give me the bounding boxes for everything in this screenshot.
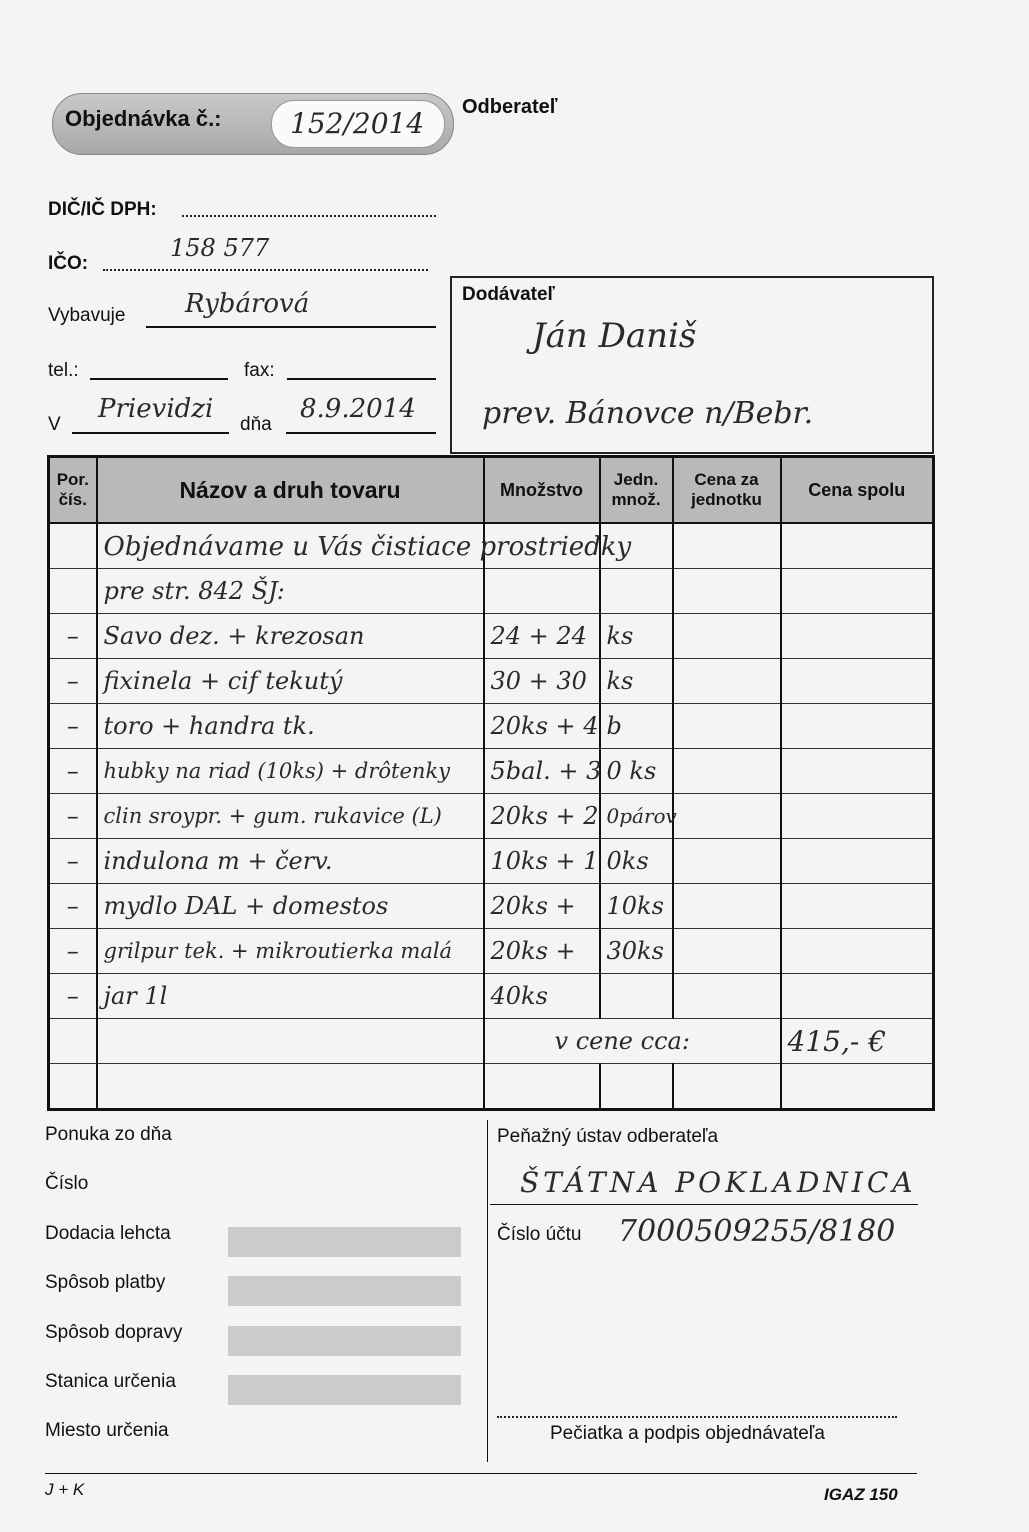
- cell-unit[interactable]: 0 ks: [600, 749, 673, 794]
- supplier-box: [450, 276, 934, 454]
- cell-num[interactable]: –: [49, 974, 97, 1019]
- account-label: Číslo účtu: [497, 1224, 582, 1245]
- cell-unit[interactable]: 10ks: [600, 884, 673, 929]
- payment-method-label: Spôsob platby: [45, 1272, 166, 1293]
- dic-field[interactable]: [182, 197, 436, 217]
- cell-qty[interactable]: 20ks +: [484, 884, 600, 929]
- ico-value: 158 577: [170, 234, 270, 262]
- cell-unit[interactable]: 0ks: [600, 839, 673, 884]
- cell-name[interactable]: clin sroypr. + gum. rukavice (L): [97, 794, 484, 839]
- intro-text-line2[interactable]: pre str. 842 ŠJ:: [97, 569, 484, 614]
- table-row: [49, 884, 934, 929]
- cell-name[interactable]: indulona m + červ.: [97, 839, 484, 884]
- cell-num[interactable]: –: [49, 614, 97, 659]
- transport-method-label: Spôsob dopravy: [45, 1322, 183, 1343]
- header-unit: Jedn. množ.: [600, 457, 673, 524]
- cell-num[interactable]: –: [49, 659, 97, 704]
- goods-table: [47, 455, 935, 1111]
- header-name: Názov a druh tovaru: [97, 457, 484, 524]
- table-row: [49, 929, 934, 974]
- table-row: [49, 614, 934, 659]
- table-row: [49, 1064, 934, 1110]
- destination-station-label: Stanica určenia: [45, 1371, 176, 1392]
- cell-unit[interactable]: ks: [600, 614, 673, 659]
- cell-qty[interactable]: 20ks + 2: [484, 794, 600, 839]
- account-value: 7000509255/8180: [618, 1214, 896, 1249]
- bank-label: Peňažný ústav odberateľa: [497, 1126, 719, 1147]
- table-row: [49, 569, 934, 614]
- cell-name[interactable]: [97, 523, 632, 569]
- table-row: [49, 749, 934, 794]
- cell-qty[interactable]: 20ks +: [484, 929, 600, 974]
- cell-qty[interactable]: 40ks: [484, 974, 600, 1019]
- cell-name[interactable]: mydlo DAL + domestos: [97, 884, 484, 929]
- cell-name[interactable]: jar 1l: [97, 974, 484, 1019]
- cell-unit[interactable]: 0párov: [600, 794, 673, 839]
- transport-method-field[interactable]: [228, 1326, 461, 1356]
- offer-number-label: Číslo: [45, 1173, 89, 1194]
- cell-name[interactable]: hubky na riad (10ks) + drôtenky: [97, 749, 484, 794]
- cell-unit[interactable]: b: [600, 704, 673, 749]
- offer-date-label: Ponuka zo dňa: [45, 1124, 172, 1145]
- cell-name[interactable]: fixinela + cif tekutý: [97, 659, 484, 704]
- table-row: [49, 659, 934, 704]
- cell-num[interactable]: –: [49, 929, 97, 974]
- cell-qty[interactable]: 24 + 24: [484, 614, 600, 659]
- cell-qty[interactable]: 30 + 30: [484, 659, 600, 704]
- cell-name[interactable]: toro + handra tk.: [97, 704, 484, 749]
- handled-by-label: Vybavuje: [48, 305, 126, 326]
- tel-field[interactable]: [90, 356, 228, 380]
- table-row: [49, 523, 934, 569]
- cell-qty[interactable]: 10ks + 1: [484, 839, 600, 884]
- price-note: v cene cca:: [554, 1026, 690, 1055]
- tel-label: tel.:: [48, 360, 79, 381]
- supplier-heading: Dodávateľ: [462, 284, 555, 305]
- ico-label: IČO:: [48, 253, 89, 274]
- delivery-term-field[interactable]: [228, 1227, 461, 1257]
- footer-line: [45, 1473, 917, 1474]
- table-row: [49, 974, 934, 1019]
- table-row: [49, 1019, 934, 1064]
- bottom-divider: [487, 1120, 488, 1462]
- table-row: [49, 839, 934, 884]
- order-number-badge: [52, 93, 454, 155]
- price-total-cell[interactable]: [781, 1019, 934, 1064]
- price-note-cell[interactable]: [484, 1019, 781, 1064]
- table-header-row: [49, 457, 934, 524]
- cell-num[interactable]: –: [49, 749, 97, 794]
- cell-unit[interactable]: 30ks: [600, 929, 673, 974]
- cell-num[interactable]: –: [49, 839, 97, 884]
- place-label: V: [48, 414, 61, 435]
- handled-by-value: Rybárová: [185, 289, 310, 319]
- bank-value: ŠTÁTNA POKLADNICA: [520, 1166, 917, 1199]
- signature-field[interactable]: [497, 1400, 897, 1418]
- cell-unit[interactable]: [600, 974, 673, 1019]
- form-code: IGAZ 150: [824, 1485, 898, 1504]
- fax-label: fax:: [244, 360, 275, 381]
- cell-qty[interactable]: 20ks + 4: [484, 704, 600, 749]
- header-total: Cena spolu: [781, 457, 934, 524]
- dic-label: DIČ/IČ DPH:: [48, 199, 157, 220]
- header-qty: Množstvo: [484, 457, 600, 524]
- table-row: [49, 704, 934, 749]
- cell-name[interactable]: grilpur tek. + mikroutierka malá: [97, 929, 484, 974]
- delivery-term-label: Dodacia lehcta: [45, 1223, 171, 1244]
- place-value: Prievidzi: [98, 394, 214, 424]
- cell-num[interactable]: –: [49, 884, 97, 929]
- date-label: dňa: [240, 414, 272, 435]
- intro-text-line1: Objednávame u Vás čistiace prostriedky: [103, 532, 632, 562]
- cell-qty[interactable]: 5bal. + 3: [484, 749, 600, 794]
- destination-place-label: Miesto určenia: [45, 1420, 169, 1441]
- customer-heading: Odberateľ: [462, 96, 558, 118]
- supplier-address: prev. Bánovce n/Bebr.: [482, 396, 814, 431]
- header-unit-price: Cena za jednotku: [673, 457, 781, 524]
- cell-name[interactable]: Savo dez. + krezosan: [97, 614, 484, 659]
- table-row: [49, 794, 934, 839]
- footer-left-code: J + K: [45, 1480, 85, 1499]
- header-num: Por. čís.: [49, 457, 97, 524]
- order-number-field[interactable]: [271, 100, 445, 148]
- price-total: 415,- €: [787, 1024, 887, 1058]
- fax-field[interactable]: [287, 356, 436, 380]
- cell-num[interactable]: [49, 523, 97, 569]
- payment-method-field[interactable]: [228, 1276, 461, 1306]
- date-value: 8.9.2014: [300, 394, 416, 424]
- stamp-signature-label: Pečiatka a podpis objednávateľa: [550, 1423, 825, 1444]
- destination-station-field[interactable]: [228, 1375, 461, 1405]
- cell-num[interactable]: –: [49, 704, 97, 749]
- order-label: Objednávka č.:: [65, 106, 222, 131]
- supplier-name: Ján Daniš: [532, 316, 697, 356]
- cell-unit[interactable]: ks: [600, 659, 673, 704]
- cell-num[interactable]: –: [49, 794, 97, 839]
- order-number-value: 152/2014: [290, 107, 425, 140]
